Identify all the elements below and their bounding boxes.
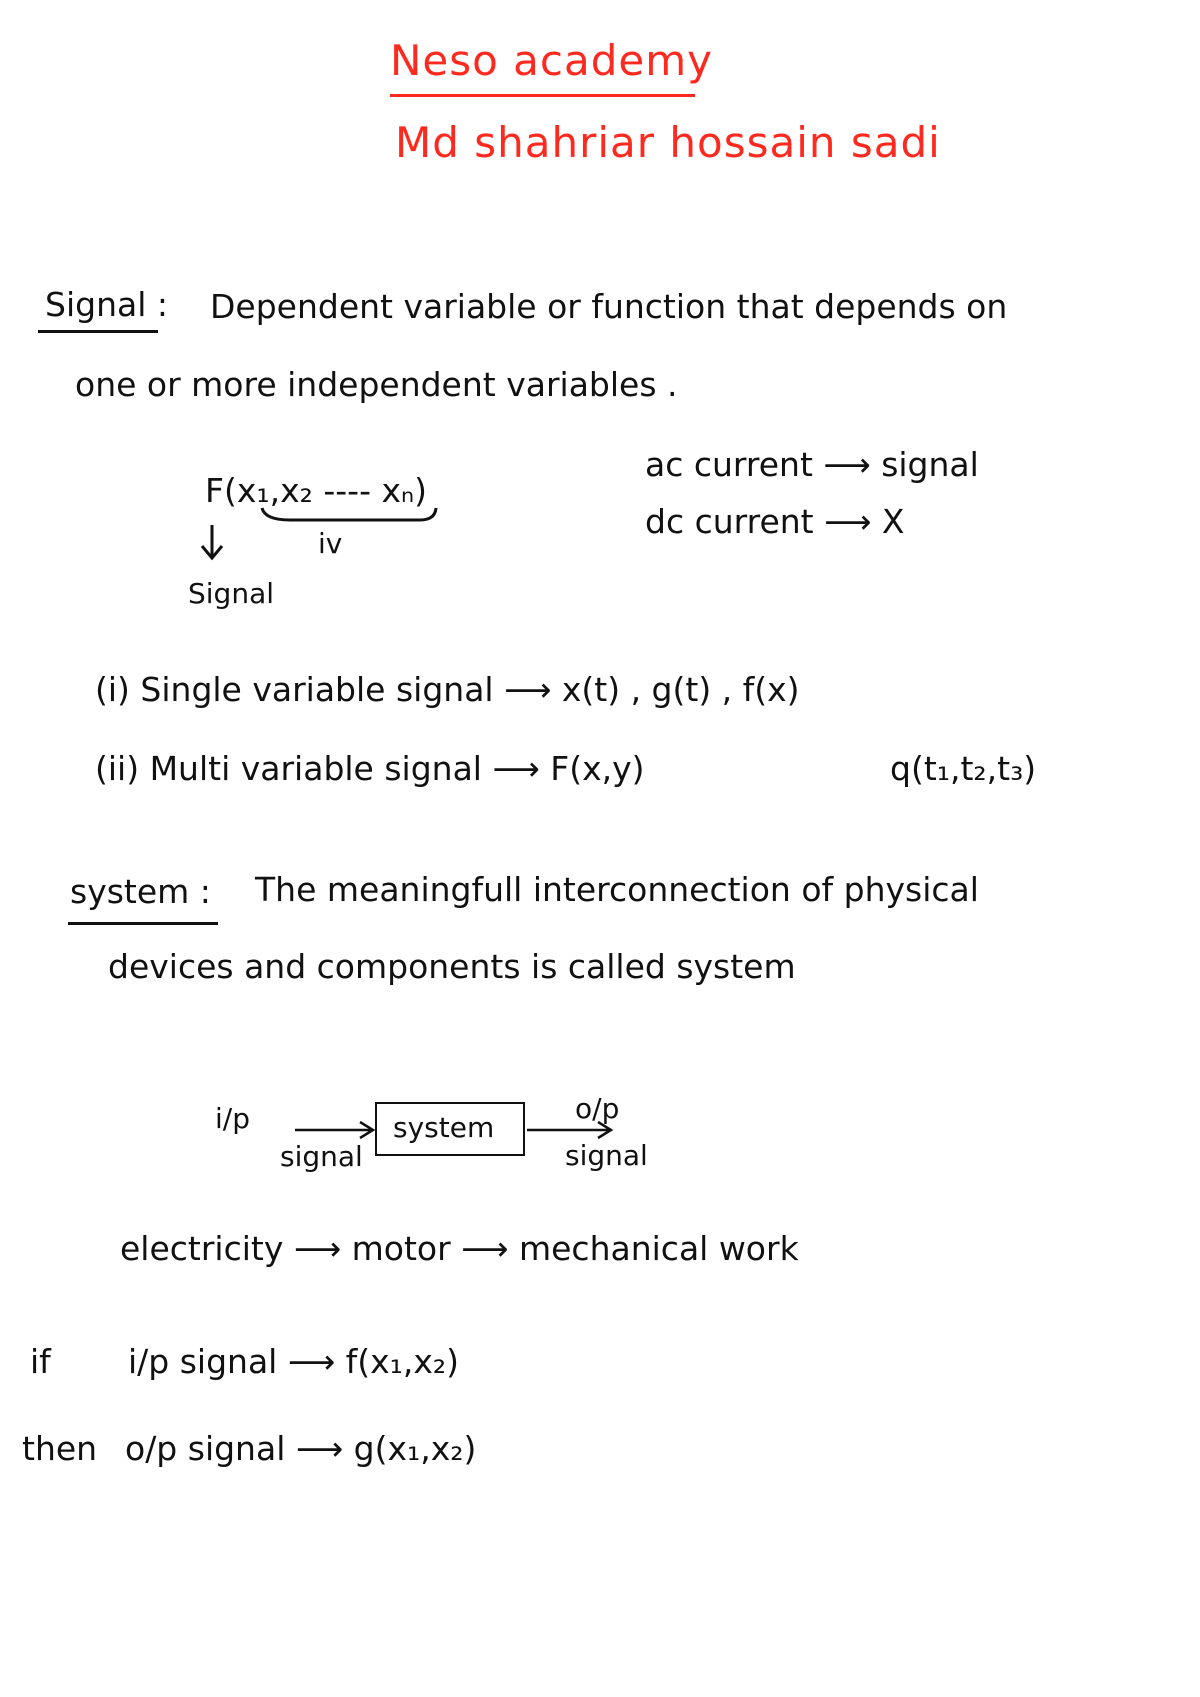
output-label-top: o/p [575, 1092, 620, 1125]
author-name: Md shahriar hossain sadi [395, 118, 941, 167]
dc-current-line: dc current ⟶ X [645, 502, 905, 541]
system-block-label: system [393, 1111, 495, 1144]
page-title: Neso academy [390, 36, 714, 85]
input-label-top: i/p [215, 1102, 250, 1135]
single-variable-item: (i) Single variable signal ⟶ x(t) , g(t) , f(x) [95, 670, 800, 709]
multi-variable-item: (ii) Multi variable signal ⟶ F(x,y) [95, 749, 645, 788]
signal-term: Signal : [45, 285, 168, 324]
signal-arrow-label: Signal [188, 577, 275, 610]
iv-label: iv [318, 527, 343, 560]
signal-definition-line1: Dependent variable or function that depends on [210, 287, 1008, 326]
function-notation: F(x₁,x₂ ---- xₙ) [205, 471, 428, 510]
output-relation: o/p signal ⟶ g(x₁,x₂) [125, 1429, 477, 1468]
then-word: then [22, 1429, 98, 1468]
output-label-bottom: signal [565, 1139, 648, 1172]
signal-definition-line2: one or more independent variables . [75, 365, 678, 404]
multi-variable-extra: q(t₁,t₂,t₃) [890, 749, 1037, 788]
system-definition-line2: devices and components is called system [108, 947, 796, 986]
system-term: system : [70, 872, 211, 911]
ac-current-line: ac current ⟶ signal [645, 445, 979, 484]
input-label-bottom: signal [280, 1140, 363, 1173]
energy-chain-example: electricity ⟶ motor ⟶ mechanical work [120, 1229, 799, 1268]
input-relation: i/p signal ⟶ f(x₁,x₂) [128, 1342, 459, 1381]
system-definition-line1: The meaningfull interconnection of physical [255, 870, 979, 909]
if-word: if [30, 1342, 51, 1381]
